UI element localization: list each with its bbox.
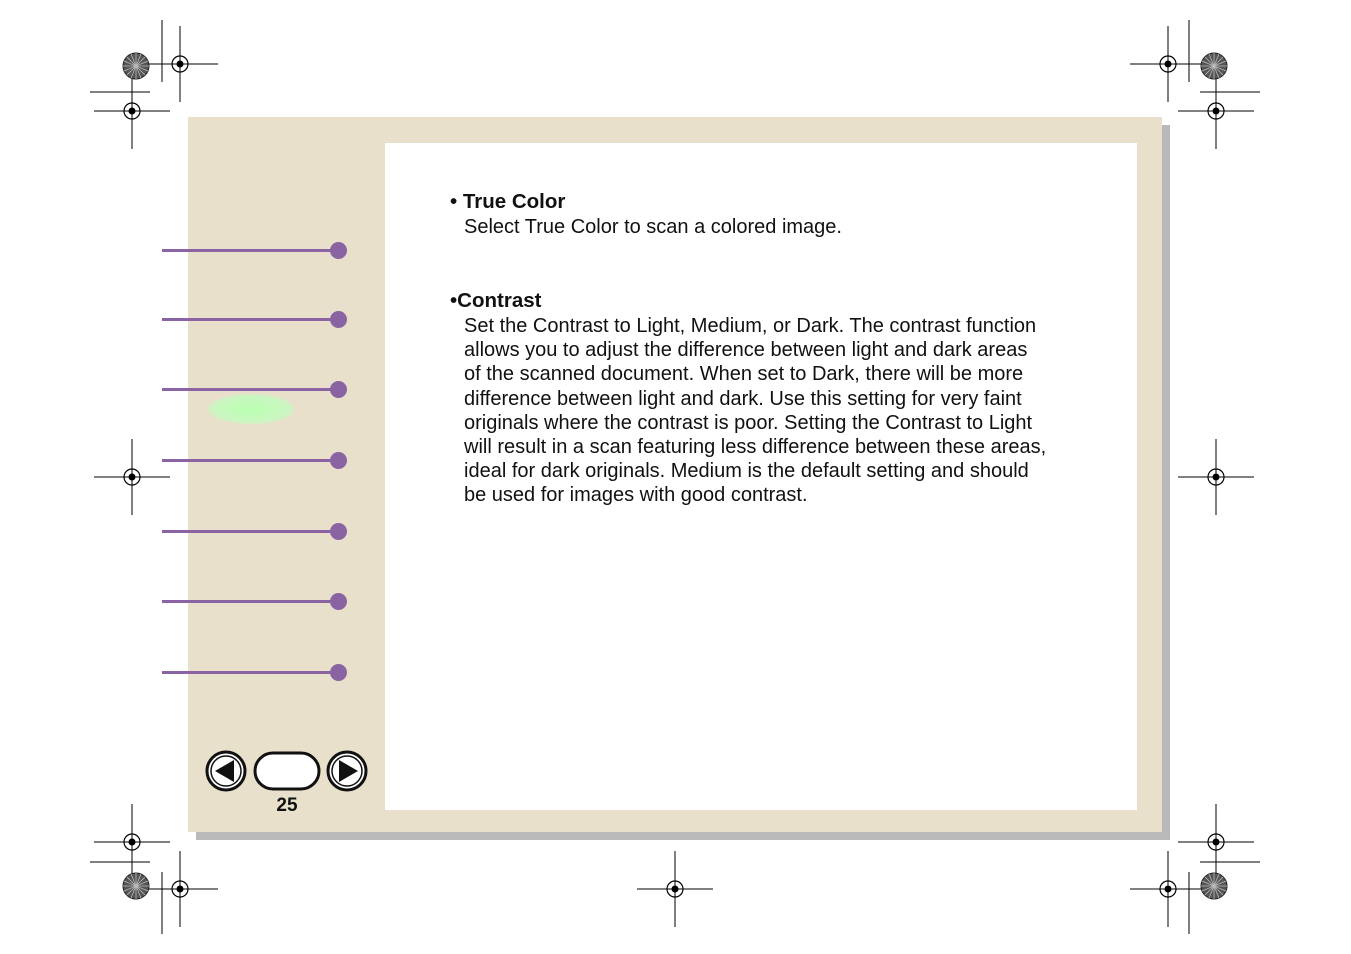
body-line: of the scanned document. When set to Dark, there will be more [464,363,1024,386]
body-line: ideal for dark originals. Medium is the default setting and should [464,460,1029,483]
section-heading: • True Color [450,190,566,213]
body-line: will result in a scan featuring less difference between these areas, [464,436,1047,459]
body-line: Set the Contrast to Light, Medium, or Dark. The contrast function [464,315,1037,337]
body-line: difference between light and dark. Use this setting for very faint [464,387,1022,410]
body-line: originals where the contrast is poor. Setting the Contrast to Light [464,411,1033,434]
section-heading: •Contrast [450,289,542,312]
page-number: 25 [276,795,298,816]
body-line: be used for images with good contrast. [464,484,808,507]
body-line: Select True Color to scan a colored image. [464,216,842,238]
body-line: allows you to adjust the difference between light and dark areas [464,339,1028,362]
